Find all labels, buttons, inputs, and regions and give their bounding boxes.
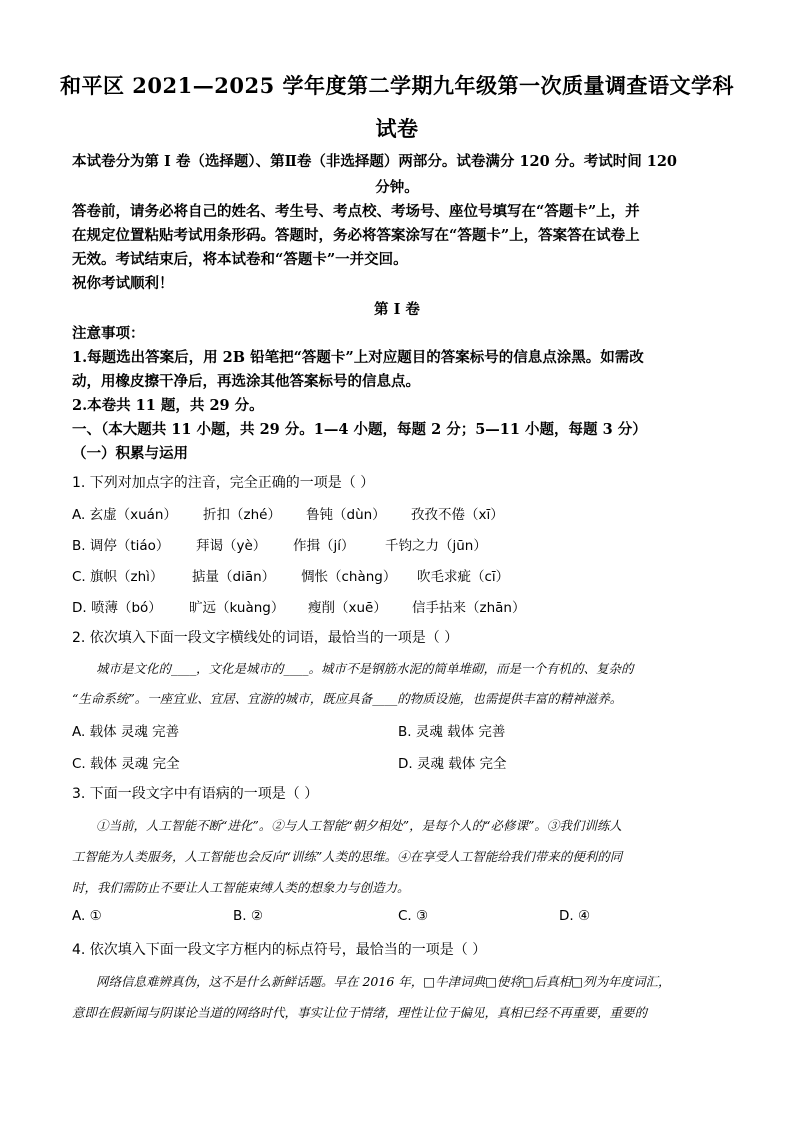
option-text: 作揖（jí） (293, 538, 355, 554)
passage-line: 城市是文化的____，文化是城市的____。城市不是钢筋水泥的简单堆砌，而是一个有机的、复杂的 (96, 661, 634, 676)
answer-option-c: C. ③ (398, 908, 429, 924)
passage-line: 时，我们需防止不要让人工智能束缚人类的想象力与创造力。 (72, 880, 410, 895)
answer-option-a (72, 503, 504, 523)
intro-line: 在规定位置粘贴考试用条形码。答题时，务必将答案涂写在“答题卡”上，答案答在试卷上 (72, 227, 640, 244)
notice-item: 动，用橡皮擦干净后，再选涂其他答案标号的信息点。 (72, 373, 420, 390)
answer-option-b (72, 534, 487, 554)
exam-title: 和平区 2021—2025 学年度第二学期九年级第一次质量调查语文学科 (60, 73, 735, 98)
option-text: 信手拈来（zhān） (412, 600, 526, 616)
intro-line: 分钟。 (375, 179, 419, 196)
question-stem: 2. 依次填入下面一段文字横线处的词语，最恰当的一项是（ ） (72, 630, 459, 646)
answer-option-b: B. ② (233, 908, 263, 924)
option-text: 掂量（diān） (192, 569, 276, 585)
answer-option-d: D. ④ (559, 908, 591, 924)
option-text: 惆怅（chàng） (301, 569, 397, 585)
option-text: D. 喷薄（bó） (72, 600, 162, 616)
option-text: 旷远（kuàng） (189, 600, 285, 616)
option-text: 千钧之力（jūn） (385, 538, 487, 554)
good-luck-line: 祝你考试顺利！ (72, 275, 174, 292)
answer-option-a: A. ① (72, 908, 102, 924)
option-text: 孜孜不倦（xī） (411, 507, 504, 523)
option-text: B. 调停（tiáo） (72, 538, 170, 554)
intro-line: 答卷前，请务必将自己的姓名、考生号、考点校、考场号、座位号填写在“答题卡”上，并 (72, 203, 640, 220)
subsection-heading: （一）积累与运用 (72, 445, 188, 462)
passage-line: “生命系统”。一座宜业、宜居、宜游的城市，既应具备____的物质设施，也需提供丰富的精神滋养。 (72, 691, 623, 706)
answer-option-d: D. 灵魂 载体 完全 (398, 756, 507, 772)
notice-item: 2.本卷共 11 题，共 29 分。 (72, 397, 264, 414)
question-stem: 3. 下面一段文字中有语病的一项是（ ） (72, 786, 319, 802)
exam-title-cont: 试卷 (375, 116, 419, 141)
option-text: 吹毛求疵（cī） (417, 569, 510, 585)
part-heading: 一、（本大题共 11 小题，共 29 分。1—4 小题，每题 2 分；5—11 小题，每题 3 分） (72, 421, 647, 438)
option-text: A. 玄虚（xuán） (72, 507, 177, 523)
passage-line: 网络信息难辨真伪，这不是什么新鲜话题。早在 2016 年，□牛津词典□使将□后真相□列为年度词汇， (96, 974, 671, 989)
answer-option-d (72, 596, 525, 616)
question-stem: 4. 依次填入下面一段文字方框内的标点符号，最恰当的一项是（ ） (72, 942, 487, 958)
passage-line: ①当前，人工智能不断“进化”。②与人工智能“朝夕相处”，是每个人的“必修课”。③我们训练人 (96, 818, 622, 833)
option-text: 拜谒（yè） (196, 538, 267, 554)
passage-line: 工智能为人类服务，人工智能也会反向“训练”人类的思维。④在享受人工智能给我们带来的便利的同 (72, 849, 623, 864)
answer-option-c: C. 载体 灵魂 完全 (72, 756, 180, 772)
notice-title: 注意事项： (72, 325, 145, 342)
answer-option-b: B. 灵魂 载体 完善 (398, 724, 506, 740)
option-text: 瘦削（xuē） (308, 600, 387, 616)
intro-line: 本试卷分为第 I 卷（选择题）、第Ⅱ卷（非选择题）两部分。试卷满分 120 分。考试时间 120 (72, 153, 678, 170)
passage-line: 意即在假新闻与阴谋论当道的网络时代，事实让位于情绪，理性让位于偏见，真相已经不再重要，重要的 (72, 1005, 648, 1020)
option-text: C. 旗帜（zhì） (72, 569, 164, 585)
volume-heading: 第 I 卷 (374, 301, 420, 318)
intro-line: 无效。考试结束后，将本试卷和“答题卡”一并交回。 (72, 251, 408, 268)
answer-option-c (72, 565, 509, 585)
notice-item: 1.每题选出答案后，用 2B 铅笔把“答题卡”上对应题目的答案标号的信息点涂黑。如需改 (72, 349, 644, 366)
answer-option-a: A. 载体 灵魂 完善 (72, 724, 180, 740)
question-stem: 1. 下列对加点字的注音，完全正确的一项是（ ） (72, 475, 375, 491)
option-text: 鲁钝（dùn） (306, 507, 386, 523)
option-text: 折扣（zhé） (203, 507, 281, 523)
